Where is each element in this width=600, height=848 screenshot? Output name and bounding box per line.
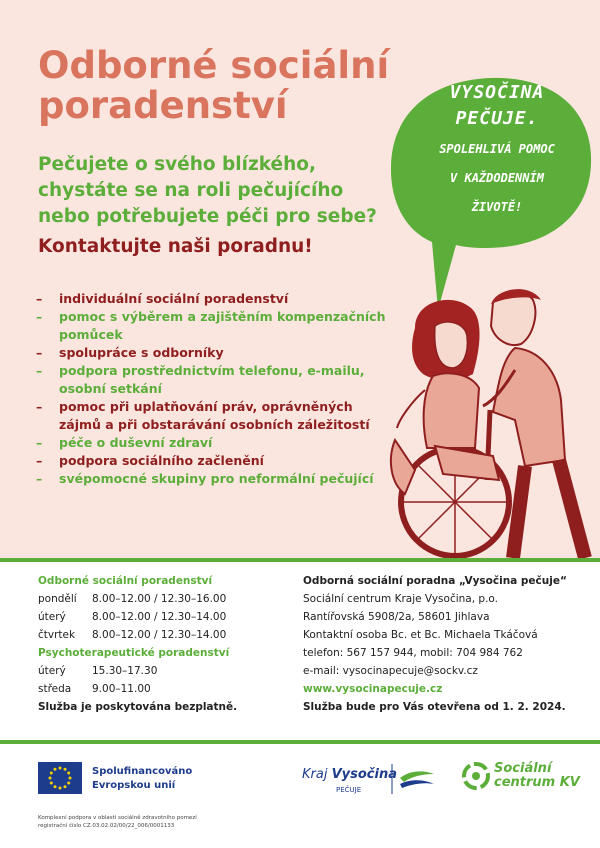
hours-row <box>38 590 288 608</box>
eu-cofunding-text <box>92 765 192 793</box>
hours-row <box>38 680 288 698</box>
service-item <box>36 290 396 308</box>
contact-heading: Odborná sociální poradna „Vysočina pečuje“ <box>303 575 567 587</box>
contact-info <box>303 572 593 716</box>
hours-time: 8.00–12.00 / 12.30–14.00 <box>92 611 227 623</box>
hours-rows <box>38 590 288 644</box>
lead-cta: Kontaktujte naši poradnu! <box>38 236 313 257</box>
hours-day: pondělí <box>38 593 77 605</box>
list-dash: – <box>36 363 43 378</box>
services-list <box>36 290 396 488</box>
list-dash: – <box>36 435 43 450</box>
page-title <box>38 46 389 126</box>
psycho-rows <box>38 662 288 698</box>
service-item <box>36 452 396 470</box>
service-item-text: svépomocné skupiny pro neformální pečující <box>59 471 374 486</box>
footer <box>0 748 600 848</box>
hours-time: 9.00–11.00 <box>92 683 151 695</box>
hours-row <box>38 608 288 626</box>
list-dash: – <box>36 399 43 414</box>
list-dash: – <box>36 291 43 306</box>
bubble-text <box>408 80 586 219</box>
service-item-text: individuální sociální poradenství <box>59 291 289 306</box>
service-item-text: podpora sociálního začlenění <box>59 453 264 468</box>
kraj-sub: PEČUJE <box>336 786 362 794</box>
hours-row <box>38 626 288 644</box>
service-item <box>36 398 396 434</box>
socialni-centrum-text <box>494 762 580 790</box>
kraj-logo-text <box>302 767 397 782</box>
caregiver-wheelchair-illustration <box>375 270 600 558</box>
service-item-text: spolupráce s odborníky <box>59 345 224 360</box>
footnote-line-2: registrační číslo CZ.03.02.02/00/22_006/0001133 <box>38 823 175 829</box>
service-item-text: pomoc při uplatňování práv, oprávněných zájmů a při obstarávání osobních záležitostí <box>59 399 370 432</box>
bubble-line-2: PEČUJE. <box>455 108 539 129</box>
contact-person: Kontaktní osoba Bc. et Bc. Michaela Tkáčová <box>303 629 538 641</box>
hours-day: úterý <box>38 611 66 623</box>
divider-top <box>0 558 600 562</box>
title-line-2: poradenství <box>38 84 288 127</box>
contact-org: Sociální centrum Kraje Vysočina, p.o. <box>303 593 498 605</box>
kraj-prefix: Kraj <box>302 767 328 782</box>
free-service-note: Služba je poskytována bezplatně. <box>38 701 238 713</box>
eu-flag-icon <box>38 762 82 794</box>
title-line-1: Odborné sociální <box>38 44 390 87</box>
hours-time: 8.00–12.00 / 12.30–14.00 <box>92 629 227 641</box>
contact-address: Rantířovská 5908/2a, 58601 Jihlava <box>303 611 490 623</box>
divider-bottom <box>0 740 600 744</box>
project-footnote <box>38 814 278 830</box>
service-item-text: podpora prostřednictvím telefonu, e-mailu, osobní setkání <box>59 363 365 396</box>
service-item <box>36 434 396 452</box>
hours-row <box>38 662 288 680</box>
hours-day: středa <box>38 683 72 695</box>
service-item <box>36 362 396 398</box>
footnote-line-1: Komplexní podpora v oblasti sociálně zdravotního pomezí <box>38 815 197 821</box>
list-dash: – <box>36 309 43 324</box>
list-dash: – <box>36 471 43 486</box>
hours-heading: Odborné sociální poradenství <box>38 575 213 587</box>
bubble-line-1: VYSOČINA <box>449 82 545 103</box>
kraj-name: Vysočina <box>331 767 397 782</box>
hours-time: 15.30–17.30 <box>92 665 158 677</box>
lead-question: Pečujete o svého blízkého, chystáte se na roli pečujícího nebo potřebujete péči pro sebe? <box>38 154 377 227</box>
bubble-line-4: V KAŽDODENNÍM <box>450 171 544 185</box>
opening-date-note: Služba bude pro Vás otevřena od 1. 2. 2024. <box>303 701 566 713</box>
hours-day: úterý <box>38 665 66 677</box>
service-item <box>36 470 396 488</box>
contact-phone: telefon: 567 157 944, mobil: 704 984 762 <box>303 647 523 659</box>
bubble-line-3: SPOLEHLIVÁ POMOC <box>439 142 555 156</box>
service-item <box>36 344 396 362</box>
eu-line-1: Spolufinancováno <box>92 766 193 777</box>
service-item <box>36 308 396 344</box>
psycho-heading: Psychoterapeutické poradenství <box>38 647 230 659</box>
service-item-text: péče o duševní zdraví <box>59 435 213 450</box>
contact-web-link[interactable]: www.vysocinapecuje.cz <box>303 683 443 695</box>
socialni-centrum-logo-icon <box>462 762 490 790</box>
contact-email[interactable]: e-mail: vysocinapecuje@sockv.cz <box>303 665 478 677</box>
list-dash: – <box>36 453 43 468</box>
service-item-text: pomoc s výběrem a zajištěním kompenzačních pomůcek <box>59 309 386 342</box>
list-dash: – <box>36 345 43 360</box>
opening-hours <box>38 572 288 716</box>
sc-line-2: centrum KV <box>494 775 580 790</box>
sc-line-1: Sociální <box>494 761 552 776</box>
bubble-line-5: ŽIVOTĚ! <box>471 200 523 214</box>
hours-day: čtvrtek <box>38 629 76 641</box>
eu-line-2: Evropskou unií <box>92 780 176 791</box>
hours-time: 8.00–12.00 / 12.30–16.00 <box>92 593 227 605</box>
